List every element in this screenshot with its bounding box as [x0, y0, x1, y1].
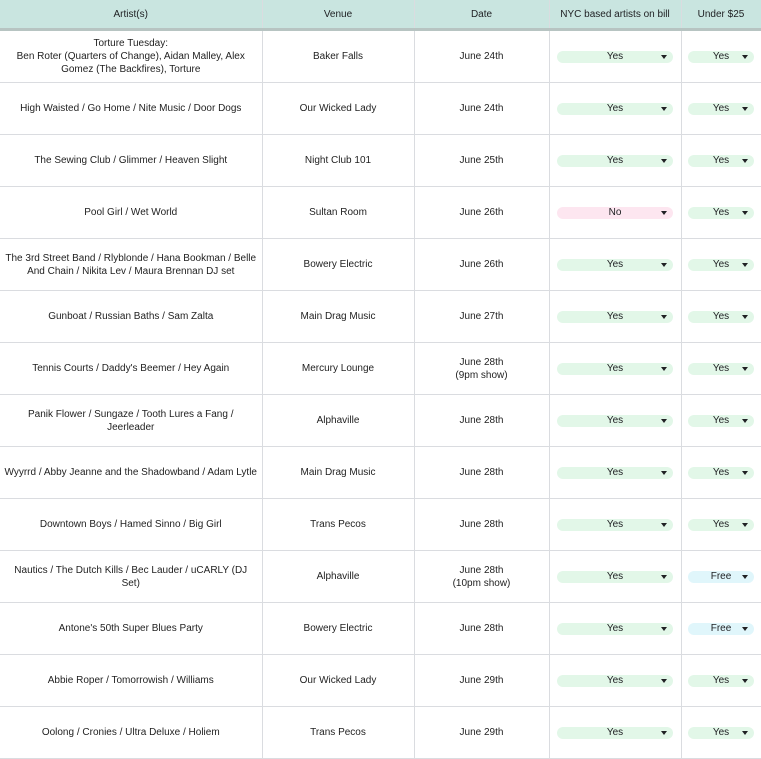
table-row	[0, 707, 761, 759]
artists-cell-text: Wyyrrd / Abby Jeanne and the Shadowband / Adam Lytle	[4, 467, 257, 478]
under25-value: Yes	[712, 415, 730, 426]
nyc-cell	[549, 135, 681, 187]
date-cell[interactable]	[414, 447, 549, 499]
artists-cell[interactable]	[0, 187, 262, 239]
header-date[interactable]: Date	[414, 0, 549, 30]
artists-cell[interactable]	[0, 291, 262, 343]
table-row	[0, 655, 761, 707]
chevron-down-icon[interactable]	[742, 419, 748, 423]
under25-dropdown[interactable]	[688, 363, 754, 375]
nyc-value: Yes	[606, 363, 624, 374]
under25-dropdown[interactable]	[688, 103, 754, 115]
venue-cell-text: Alphaville	[316, 415, 360, 426]
venue-cell[interactable]	[262, 135, 414, 187]
under25-cell	[681, 187, 761, 239]
nyc-cell	[549, 603, 681, 655]
nyc-value: Yes	[606, 51, 624, 62]
venue-cell[interactable]	[262, 291, 414, 343]
artists-cell-text: Pool Girl / Wet World	[84, 207, 178, 218]
artists-cell[interactable]	[0, 83, 262, 135]
venue-cell[interactable]	[262, 603, 414, 655]
under25-value: Yes	[712, 363, 730, 374]
under25-cell	[681, 395, 761, 447]
artists-cell[interactable]	[0, 707, 262, 759]
table-row	[0, 291, 761, 343]
nyc-dropdown[interactable]	[557, 155, 673, 167]
nyc-dropdown[interactable]	[557, 415, 673, 427]
header-under25[interactable]: Under $25	[681, 0, 761, 30]
table-row	[0, 447, 761, 499]
under25-cell	[681, 551, 761, 603]
date-cell-text: June 26th	[459, 207, 504, 218]
nyc-cell	[549, 551, 681, 603]
artists-cell[interactable]	[0, 395, 262, 447]
venue-cell-text: Sultan Room	[309, 207, 367, 218]
under25-cell	[681, 30, 761, 83]
table-row	[0, 499, 761, 551]
under25-value: Yes	[712, 51, 730, 62]
nyc-value: Yes	[606, 675, 624, 686]
table-row	[0, 83, 761, 135]
venue-cell-text: Main Drag Music	[300, 311, 376, 322]
date-cell[interactable]	[414, 239, 549, 291]
chevron-down-icon[interactable]	[661, 159, 667, 163]
artists-cell[interactable]	[0, 655, 262, 707]
chevron-down-icon[interactable]	[661, 575, 667, 579]
nyc-dropdown[interactable]	[557, 103, 673, 115]
under25-dropdown[interactable]	[688, 155, 754, 167]
under25-value: Yes	[712, 259, 730, 270]
venue-cell[interactable]	[262, 655, 414, 707]
under25-dropdown[interactable]	[688, 415, 754, 427]
nyc-cell	[549, 499, 681, 551]
date-cell-text: June 28th	[459, 415, 504, 426]
venue-cell[interactable]	[262, 707, 414, 759]
under25-value: Yes	[712, 467, 730, 478]
chevron-down-icon[interactable]	[742, 107, 748, 111]
under25-value: Yes	[712, 727, 730, 738]
table-row	[0, 343, 761, 395]
artists-cell-text: Antone's 50th Super Blues Party	[58, 623, 203, 634]
date-cell-text: June 27th	[459, 311, 504, 322]
nyc-dropdown[interactable]	[557, 207, 673, 219]
chevron-down-icon[interactable]	[661, 731, 667, 735]
artists-cell[interactable]	[0, 343, 262, 395]
venue-cell[interactable]	[262, 187, 414, 239]
header-row	[0, 0, 761, 30]
date-cell-text: June 29th	[459, 675, 504, 686]
date-cell[interactable]	[414, 30, 549, 83]
venue-cell-text: Alphaville	[316, 571, 360, 582]
chevron-down-icon[interactable]	[661, 315, 667, 319]
date-cell[interactable]	[414, 603, 549, 655]
date-cell[interactable]	[414, 291, 549, 343]
date-cell-text: June 28th	[459, 519, 504, 530]
chevron-down-icon[interactable]	[742, 523, 748, 527]
under25-cell	[681, 655, 761, 707]
venue-cell-text: Trans Pecos	[310, 519, 366, 530]
artists-cell-text: Torture Tuesday: Ben Roter (Quarters of Change), Aidan Malley, Alex Gomez (The Backfires), Torture	[16, 38, 245, 75]
artists-cell[interactable]	[0, 551, 262, 603]
header-venue[interactable]: Venue	[262, 0, 414, 30]
header-nyc[interactable]: NYC based artists on bill	[549, 0, 681, 30]
date-cell[interactable]	[414, 187, 549, 239]
table-row	[0, 187, 761, 239]
under25-dropdown[interactable]	[688, 259, 754, 271]
date-cell[interactable]	[414, 551, 549, 603]
nyc-cell	[549, 447, 681, 499]
artists-cell[interactable]	[0, 499, 262, 551]
nyc-value: Yes	[606, 519, 624, 530]
date-cell[interactable]	[414, 707, 549, 759]
under25-value: Free	[710, 623, 732, 634]
date-cell[interactable]	[414, 655, 549, 707]
artists-cell-text: High Waisted / Go Home / Nite Music / Door Dogs	[20, 103, 242, 114]
artists-cell-text: Panik Flower / Sungaze / Tooth Lures a Fang / Jeerleader	[28, 408, 234, 433]
venue-cell[interactable]	[262, 239, 414, 291]
under25-dropdown[interactable]	[688, 207, 754, 219]
under25-dropdown[interactable]	[688, 51, 754, 63]
venue-cell-text: Main Drag Music	[300, 467, 376, 478]
chevron-down-icon[interactable]	[742, 211, 748, 215]
venue-cell[interactable]	[262, 343, 414, 395]
under25-cell	[681, 603, 761, 655]
venue-cell[interactable]	[262, 395, 414, 447]
nyc-value: Yes	[606, 467, 624, 478]
chevron-down-icon[interactable]	[661, 55, 667, 59]
artists-cell-text: Abbie Roper / Tomorrowish / Williams	[47, 675, 214, 686]
chevron-down-icon[interactable]	[742, 315, 748, 319]
under25-dropdown[interactable]	[688, 311, 754, 323]
under25-value: Yes	[712, 311, 730, 322]
artists-cell[interactable]	[0, 239, 262, 291]
nyc-value: Yes	[606, 311, 624, 322]
table-row	[0, 30, 761, 83]
date-cell-text: June 29th	[459, 727, 504, 738]
chevron-down-icon[interactable]	[742, 263, 748, 267]
nyc-value: Yes	[606, 727, 624, 738]
nyc-cell	[549, 655, 681, 707]
chevron-down-icon[interactable]	[742, 367, 748, 371]
chevron-down-icon[interactable]	[661, 419, 667, 423]
artists-cell-text: Tennis Courts / Daddy's Beemer / Hey Again	[32, 363, 230, 374]
venue-cell-text: Night Club 101	[304, 155, 372, 166]
under25-cell	[681, 239, 761, 291]
nyc-cell	[549, 187, 681, 239]
header-artists[interactable]: Artist(s)	[0, 0, 262, 30]
artists-cell[interactable]	[0, 603, 262, 655]
venue-cell-text: Bowery Electric	[303, 259, 373, 270]
nyc-dropdown[interactable]	[557, 571, 673, 583]
under25-cell	[681, 135, 761, 187]
date-cell[interactable]	[414, 83, 549, 135]
under25-value: Free	[710, 571, 732, 582]
nyc-value: Yes	[606, 623, 624, 634]
nyc-dropdown[interactable]	[557, 51, 673, 63]
date-cell-text: June 24th	[459, 103, 504, 114]
nyc-cell	[549, 30, 681, 83]
under25-cell	[681, 291, 761, 343]
venue-cell[interactable]	[262, 447, 414, 499]
date-cell-text: June 28th	[459, 623, 504, 634]
under25-dropdown[interactable]	[688, 519, 754, 531]
table-row	[0, 395, 761, 447]
nyc-cell	[549, 707, 681, 759]
chevron-down-icon[interactable]	[661, 627, 667, 631]
under25-cell	[681, 447, 761, 499]
artists-cell[interactable]	[0, 30, 262, 83]
nyc-value: Yes	[606, 155, 624, 166]
chevron-down-icon[interactable]	[742, 471, 748, 475]
under25-cell	[681, 83, 761, 135]
nyc-dropdown[interactable]	[557, 311, 673, 323]
date-cell[interactable]	[414, 395, 549, 447]
venue-cell[interactable]	[262, 83, 414, 135]
nyc-cell	[549, 83, 681, 135]
date-cell-text: June 28th (10pm show)	[452, 564, 511, 589]
nyc-cell	[549, 291, 681, 343]
artists-cell-text: Oolong / Cronies / Ultra Deluxe / Holiem	[41, 727, 220, 738]
date-cell-text: June 24th	[459, 51, 504, 62]
venue-cell-text: Our Wicked Lady	[299, 103, 377, 114]
table-row	[0, 239, 761, 291]
under25-dropdown[interactable]	[688, 467, 754, 479]
date-cell[interactable]	[414, 343, 549, 395]
chevron-down-icon[interactable]	[661, 107, 667, 111]
nyc-dropdown[interactable]	[557, 363, 673, 375]
nyc-value: No	[608, 207, 622, 218]
under25-value: Yes	[712, 519, 730, 530]
under25-dropdown[interactable]	[688, 571, 754, 583]
chevron-down-icon[interactable]	[742, 679, 748, 683]
under25-cell	[681, 707, 761, 759]
nyc-dropdown[interactable]	[557, 727, 673, 739]
under25-value: Yes	[712, 207, 730, 218]
artists-cell-text: Gunboat / Russian Baths / Sam Zalta	[48, 311, 214, 322]
venue-cell-text: Mercury Lounge	[301, 363, 375, 374]
venue-cell[interactable]	[262, 499, 414, 551]
nyc-cell	[549, 343, 681, 395]
artists-cell[interactable]	[0, 447, 262, 499]
table-row	[0, 551, 761, 603]
chevron-down-icon[interactable]	[742, 575, 748, 579]
nyc-value: Yes	[606, 415, 624, 426]
nyc-dropdown[interactable]	[557, 623, 673, 635]
chevron-down-icon[interactable]	[661, 679, 667, 683]
chevron-down-icon[interactable]	[661, 471, 667, 475]
nyc-dropdown[interactable]	[557, 675, 673, 687]
nyc-value: Yes	[606, 571, 624, 582]
nyc-dropdown[interactable]	[557, 259, 673, 271]
date-cell-text: June 25th	[459, 155, 504, 166]
venue-cell[interactable]	[262, 30, 414, 83]
artists-cell[interactable]	[0, 135, 262, 187]
nyc-value: Yes	[606, 259, 624, 270]
venue-cell-text: Baker Falls	[312, 51, 363, 62]
nyc-cell	[549, 395, 681, 447]
under25-dropdown[interactable]	[688, 623, 754, 635]
nyc-value: Yes	[606, 103, 624, 114]
chevron-down-icon[interactable]	[661, 211, 667, 215]
venue-cell-text: Our Wicked Lady	[299, 675, 377, 686]
artists-cell-text: The Sewing Club / Glimmer / Heaven Slight	[34, 155, 228, 166]
venue-cell-text: Trans Pecos	[310, 727, 366, 738]
nyc-dropdown[interactable]	[557, 519, 673, 531]
under25-dropdown[interactable]	[688, 727, 754, 739]
under25-value: Yes	[712, 155, 730, 166]
chevron-down-icon[interactable]	[742, 627, 748, 631]
table-row	[0, 135, 761, 187]
venue-cell[interactable]	[262, 551, 414, 603]
artists-cell-text: The 3rd Street Band / Rlyblonde / Hana Bookman / Belle And Chain / Nikita Lev / Maura Brennan DJ set	[5, 252, 257, 277]
date-cell-text: June 28th (9pm show)	[455, 356, 508, 381]
chevron-down-icon[interactable]	[742, 55, 748, 59]
nyc-dropdown[interactable]	[557, 467, 673, 479]
under25-dropdown[interactable]	[688, 675, 754, 687]
artists-cell-text: Nautics / The Dutch Kills / Bec Lauder / uCARLY (DJ Set)	[14, 564, 248, 589]
date-cell[interactable]	[414, 499, 549, 551]
table-row	[0, 603, 761, 655]
date-cell[interactable]	[414, 135, 549, 187]
under25-cell	[681, 343, 761, 395]
nyc-cell	[549, 239, 681, 291]
chevron-down-icon[interactable]	[661, 523, 667, 527]
under25-value: Yes	[712, 103, 730, 114]
chevron-down-icon[interactable]	[661, 367, 667, 371]
venue-cell-text: Bowery Electric	[303, 623, 373, 634]
date-cell-text: June 26th	[459, 259, 504, 270]
under25-cell	[681, 499, 761, 551]
chevron-down-icon[interactable]	[661, 263, 667, 267]
date-cell-text: June 28th	[459, 467, 504, 478]
chevron-down-icon[interactable]	[742, 159, 748, 163]
under25-value: Yes	[712, 675, 730, 686]
chevron-down-icon[interactable]	[742, 731, 748, 735]
artists-cell-text: Downtown Boys / Hamed Sinno / Big Girl	[39, 519, 222, 530]
